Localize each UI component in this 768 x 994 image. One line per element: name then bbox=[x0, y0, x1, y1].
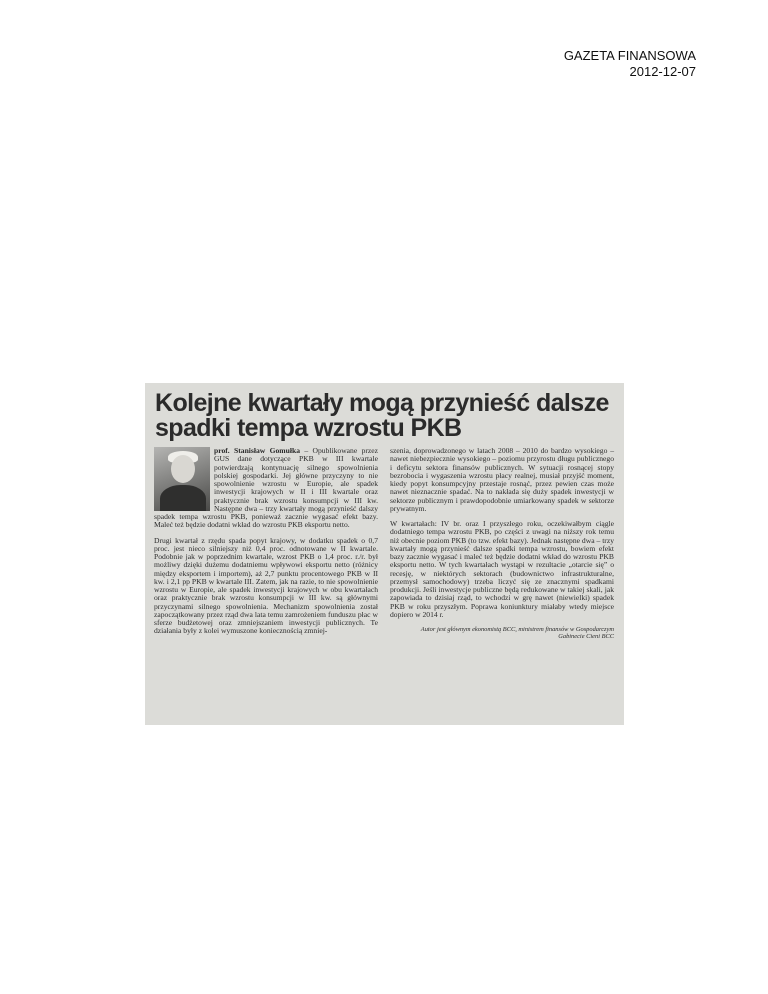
author-photo-body bbox=[160, 485, 206, 511]
headline-line-2: spadki tempa wzrostu PKB bbox=[155, 414, 462, 442]
publication-date: 2012-12-07 bbox=[629, 64, 696, 79]
publication-header bbox=[564, 48, 696, 80]
article-columns bbox=[154, 447, 615, 643]
body-paragraph: W kwartałach: IV br. oraz I przyszłego roku, oczekiwałbym ciągle dodatniego tempa wzrostu PKB, po części z uwagi na niższy rok temu niż obecnie poziom PKB (to tzw. efekt bazy). Jednak następne dwa – trzy kwartały mogą przynieść dalsze spadki tempa wzrostu, bowiem efekt bazy zacznie wygasać i maleć też będzie dodatni wkład do wzrostu PKB eksportu netto. W tych kwartałach wystąpi w rezultacie „otarcie się” o recesję, w niektórych sektorach (budownictwo infrastrukturalne, przemysł samochodowy) trzeba liczyć się ze znacznymi spadkami produkcji. Jeśli inwestycje publiczne będą redukowane w takiej skali, jak zapowiada to dzisiaj rząd, to wchodzi w grę nawet (niewielki) spadek PKB w roku przyszłym. Poprawa koniunktury miałaby wtedy miejsce dopiero w 2014 r. bbox=[390, 519, 614, 619]
publication-name: GAZETA FINANSOWA bbox=[563, 48, 696, 63]
body-paragraph: Drugi kwartał z rzędu spada popyt krajowy, w dodatku spadek o 0,7 proc. jest nieco silniejszy niż 0,4 proc. odnotowane w II kwartale. Podobnie jak w poprzednim kwartale, wzrost PKB o 1,4 proc. r./r. był możliwy dzięki dużemu dodatniemu wpływowi eksportu netto (różnicy między eksportem i importem), aż 2,7 punktu procentowego PKB w II kw. i 2,1 pp PKB w kwartale III. Zatem, jak na razie, to nie spowolnienie wzrostu w Europie, ale spadek inwestycji krajowych w obu kwartałach oraz praktycznie brak wzrostu konsumpcji w III kw. są głównymi przyczynami silnego spowolnienia. Mechanizm spowolnienia został zapoczątkowany przez rząd dwa lata temu zamrożeniem funduszu płac w sferze budżetowej oraz zmniejszaniem inwestycji publicznych. Te działania były z kolei wymuszone koniecznością zmniej- bbox=[154, 535, 378, 636]
author-photo-face bbox=[171, 455, 195, 483]
article-headline bbox=[155, 391, 615, 441]
lead-paragraph bbox=[154, 447, 378, 530]
lead-text: – Opublikowane przez GUS dane dotyczące PKB w III kwartale potwierdzają kontynuację silnego spowolnienia polskiej gospodarki. Jej główne przyczyny to nie spowolnienie wzrostu w Europie, ale spadek inwestycji krajowych w II i III kwartale oraz praktycznie brak wzrostu konsumpcji w III kw. Następne dwa – trzy kwartały mogą przynieść dalszy spadek tempa wzrostu PKB, ponieważ zacznie wygasać efekt bazy. Maleć też będzie dodatni wkład do wzrostu PKB eksportu netto. bbox=[154, 446, 378, 530]
author-note-line-2: Gabinecie Cieni BCC bbox=[558, 633, 614, 641]
body-paragraph: szenia, doprowadzonego w latach 2008 – 2010 do bardzo wysokiego – nawet niebezpiecznie wysokiego – poziomu przyrostu długu publicznego i deficytu sektora finansów publicznych. W sytuacji rosnącej stopy bezrobocia i wygaszenia wzrostu płacy realnej, musiał przyjść moment, kiedy popyt konsumpcyjny przestaje rosnąć, przez pewien czas może nawet nieznacznie spadać. Na to nakłada się duży spadek inwestycji w sektorze publicznym i prawdopodobnie umiarkowany spadek w sektorze prywatnym. bbox=[390, 446, 614, 513]
article-column-right bbox=[390, 447, 614, 643]
headline-line-1: Kolejne kwartały mogą przynieść dalsze bbox=[155, 389, 609, 417]
author-name: prof. Stanisław Gomułka bbox=[214, 446, 300, 455]
author-note bbox=[390, 626, 614, 641]
author-photo bbox=[154, 447, 210, 511]
newspaper-clipping bbox=[145, 383, 624, 725]
article-column-left bbox=[154, 447, 378, 643]
author-note-line-1: Autor jest głównym ekonomistą BCC, ministrem finansów w Gospodarczym bbox=[420, 626, 614, 633]
